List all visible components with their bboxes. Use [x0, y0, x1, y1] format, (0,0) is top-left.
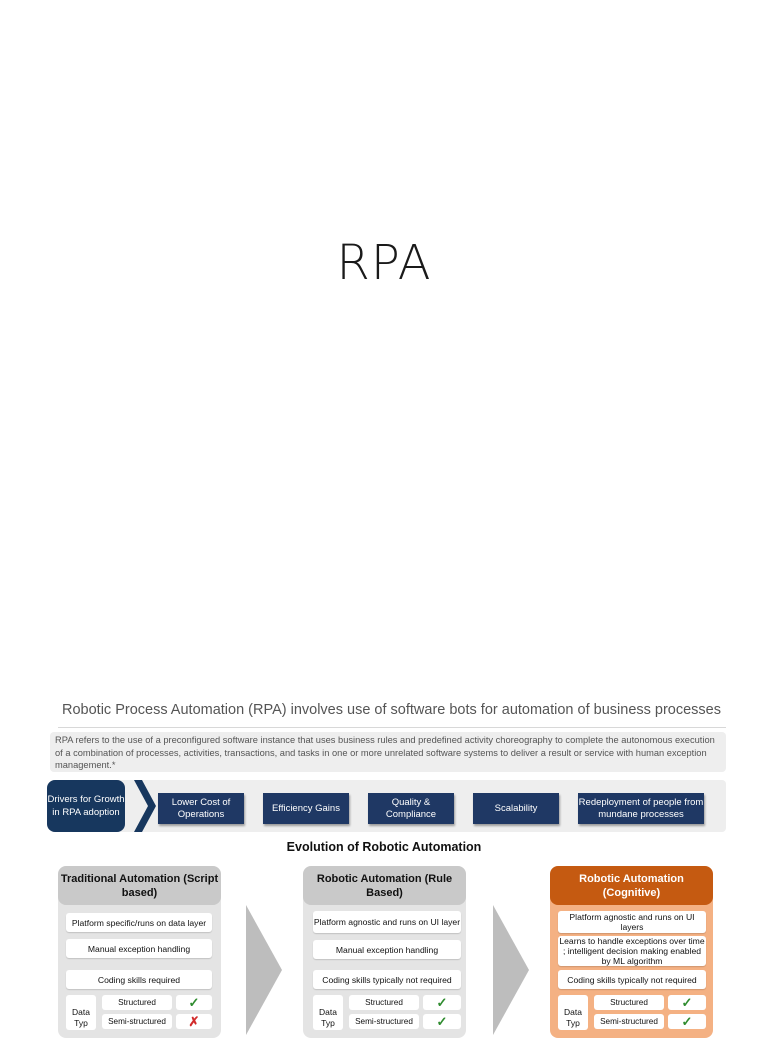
check-icon: ✓: [668, 995, 706, 1010]
driver-efficiency: Efficiency Gains: [263, 793, 349, 824]
column-header-traditional: Traditional Automation (Script based): [58, 866, 221, 905]
data-type-semi-structured: Semi-structured: [102, 1014, 172, 1029]
divider: [58, 727, 726, 728]
driver-lower-cost: Lower Cost of Operations: [158, 793, 244, 824]
data-type-structured: Structured: [349, 995, 419, 1010]
feature-item: Coding skills required: [66, 970, 212, 989]
evolution-title: Evolution of Robotic Automation: [286, 840, 482, 854]
check-icon: ✓: [176, 995, 212, 1010]
feature-item: Platform agnostic and runs on UI layers: [558, 911, 706, 933]
data-type-label: Data Typ: [558, 995, 588, 1030]
data-type-semi-structured: Semi-structured: [594, 1014, 664, 1029]
column-header-rule-based: Robotic Automation (Rule Based): [303, 866, 466, 905]
driver-redeployment: Redeployment of people from mundane processes: [578, 793, 704, 824]
data-type-label: Data Typ: [313, 995, 343, 1030]
feature-item: Manual exception handling: [313, 940, 461, 959]
data-type-structured: Structured: [102, 995, 172, 1010]
chevron-right-icon: [493, 905, 529, 1035]
slide-headline: Robotic Process Automation (RPA) involves use of software bots for automation of business processes: [62, 702, 721, 718]
check-icon: ✓: [423, 995, 461, 1010]
drivers-label: Drivers for Growth in RPA adoption: [47, 780, 125, 832]
data-type-structured: Structured: [594, 995, 664, 1010]
data-type-label: Data Typ: [66, 995, 96, 1030]
feature-item: Coding skills typically not required: [313, 970, 461, 989]
chevron-right-icon: [134, 780, 156, 832]
definition-text: RPA refers to the use of a preconfigured software instance that uses business rules and predefined activity choreography to complete the autonomous execution of a combination of processes, activities, transactions, and tasks in one or more unrelated software systems to deliver a result or service with human exception management.*: [55, 735, 715, 770]
column-header-cognitive: Robotic Automation (Cognitive): [550, 866, 713, 905]
feature-item: Platform specific/runs on data layer: [66, 913, 212, 932]
feature-item: Learns to handle exceptions over time ; intelligent decision making enabled by ML algorithm: [559, 936, 705, 966]
feature-item: Manual exception handling: [66, 939, 212, 958]
data-type-semi-structured: Semi-structured: [349, 1014, 419, 1029]
slide-title: RPA: [336, 235, 432, 291]
driver-quality: Quality & Compliance: [368, 793, 454, 824]
check-icon: ✓: [668, 1014, 706, 1029]
chevron-right-icon: [246, 905, 282, 1035]
feature-item: Coding skills typically not required: [558, 970, 706, 989]
feature-item: Platform agnostic and runs on UI layer: [313, 911, 461, 933]
driver-scalability: Scalability: [473, 793, 559, 824]
cross-icon: ✗: [176, 1014, 212, 1029]
check-icon: ✓: [423, 1014, 461, 1029]
